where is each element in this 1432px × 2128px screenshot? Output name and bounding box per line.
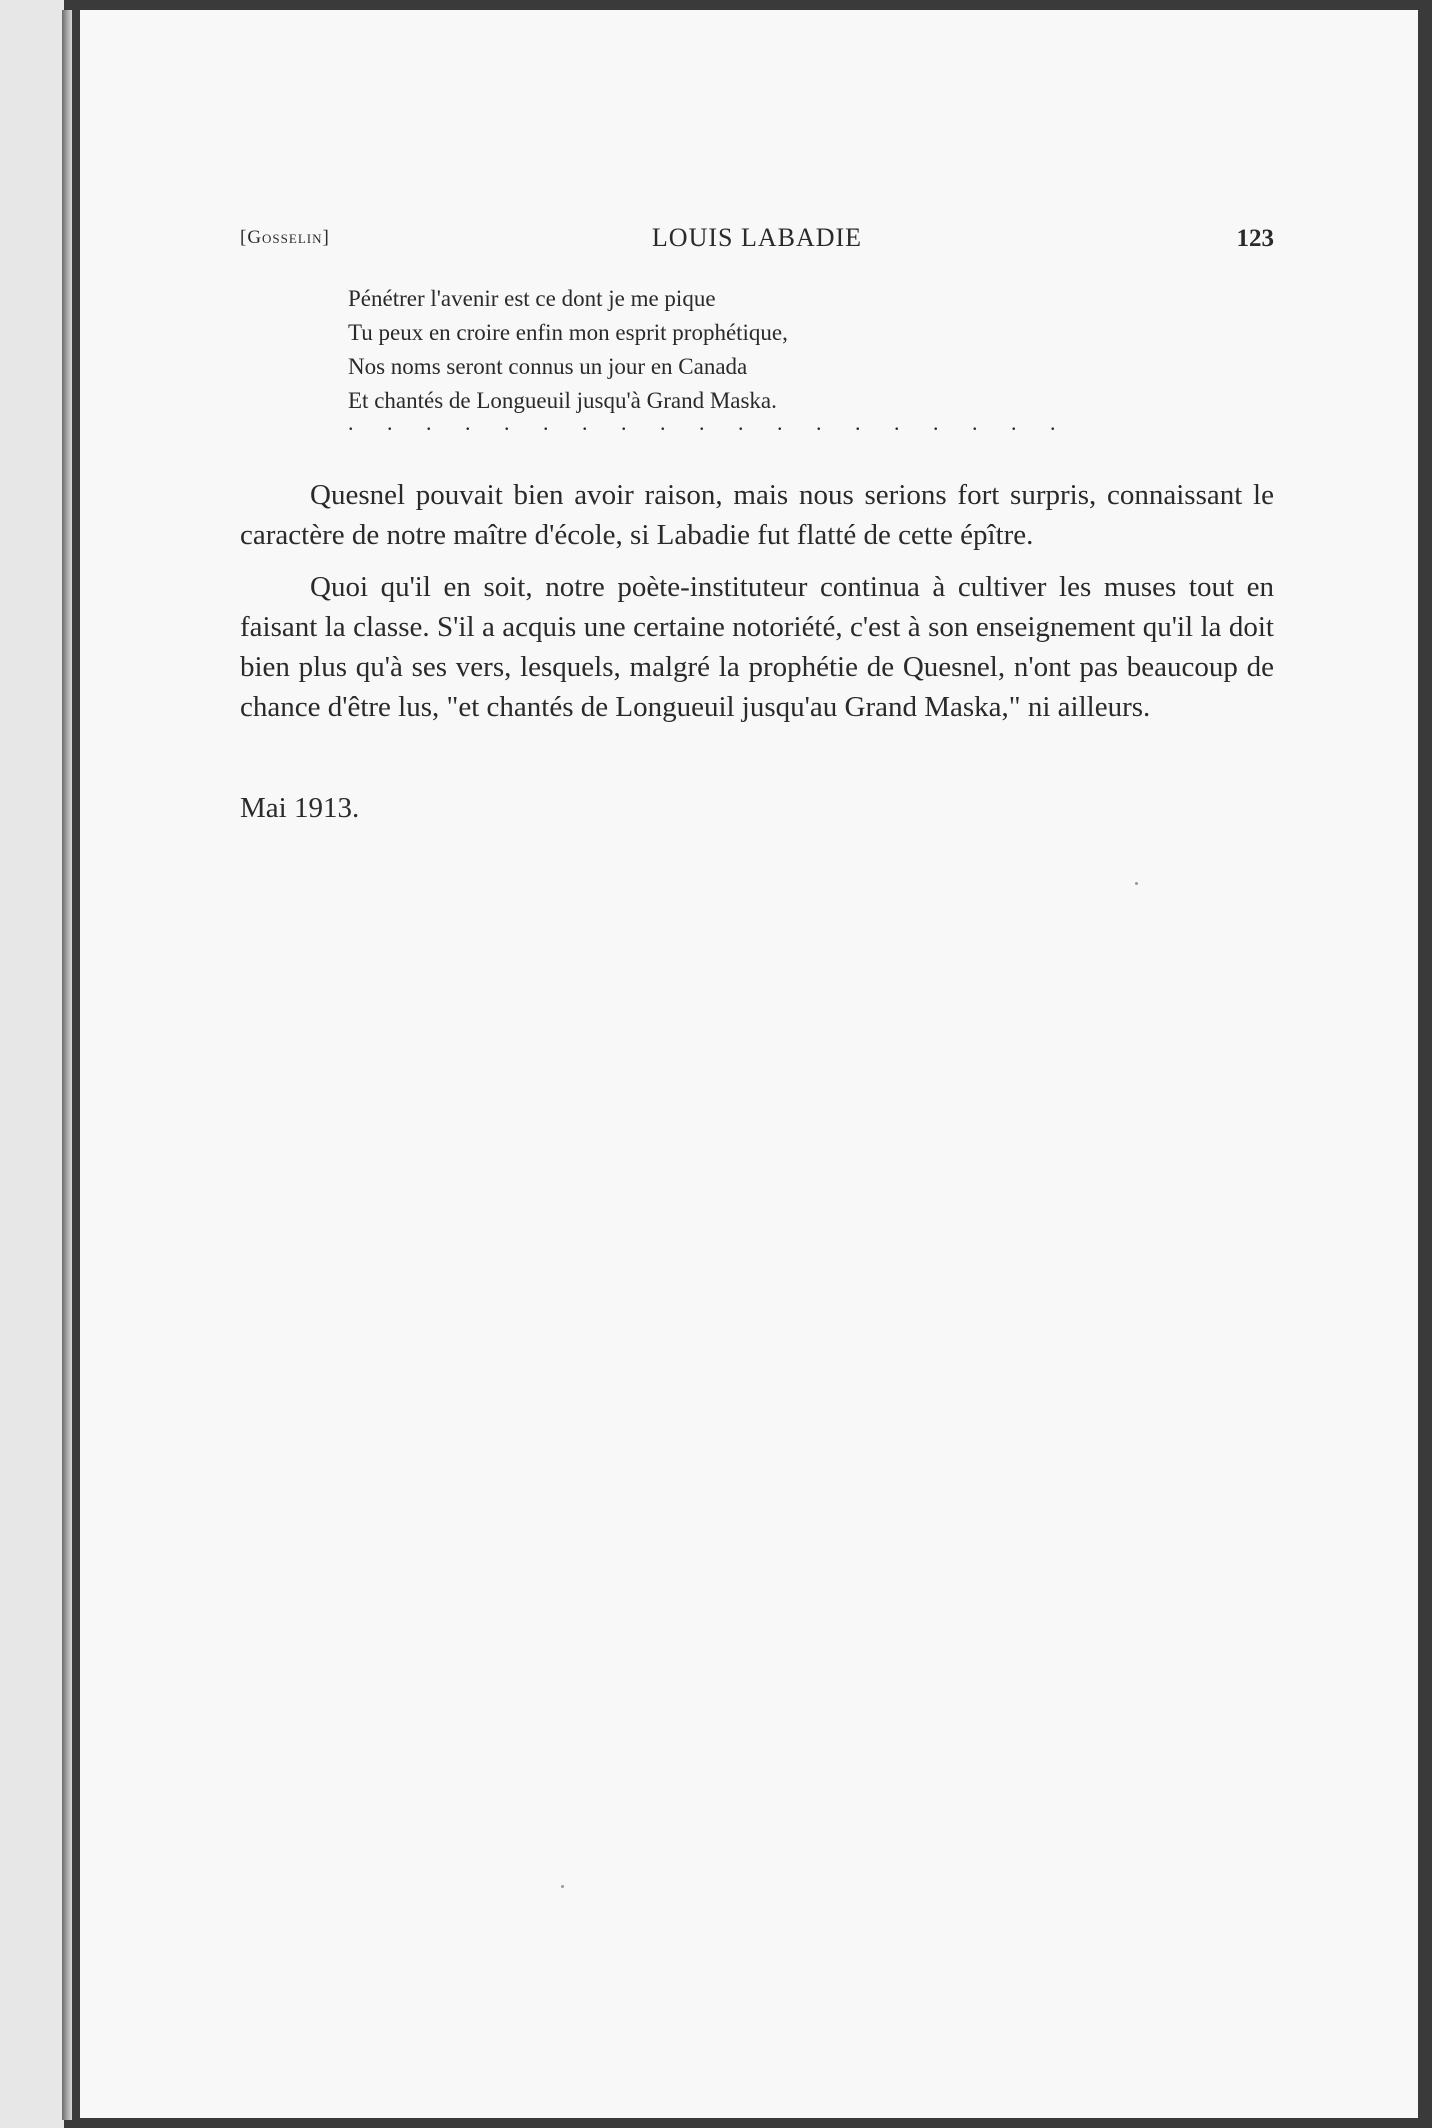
running-head-author: [Gosselin] [240, 227, 330, 248]
paragraph: Quesnel pouvait bien avoir raison, mais nous serions fort surpris, connaissant le caractère de notre maître d'école, si Labadie fut flatté de cette épître. [240, 479, 1274, 551]
book-page [80, 10, 1418, 2118]
page-binding-shadow [62, 10, 72, 2120]
running-head [240, 217, 1274, 257]
verse-line: Et chantés de Longueuil jusqu'à Grand Maska. [348, 388, 777, 413]
running-head-title: LOUIS LABADIE [651, 223, 863, 252]
verse-quotation [348, 282, 1008, 418]
paper-speck [561, 1885, 564, 1888]
verse-line: Tu peux en croire enfin mon esprit prophétique, [348, 320, 788, 345]
closing-date: Mai 1913. [240, 792, 360, 824]
verse-line: Nos noms seront connus un jour en Canada [348, 354, 748, 379]
verse-line: Pénétrer l'avenir est ce dont je me pique [348, 286, 716, 311]
body-text [240, 475, 1274, 739]
paper-speck [1135, 882, 1138, 885]
adjacent-page-edge [0, 0, 64, 2128]
paragraph: Quoi qu'il en soit, notre poète-instituteur continua à cultiver les muses tout en faisant la classe. S'il a acquis une certaine notoriété, c'est à son enseignement qu'il la doit bien plus qu'à ses vers, lesquels, malgré la prophétie de Quesnel, n'ont pas beaucoup de chance d'être lus, "et chantés de Longueuil jusqu'au Grand Maska," ni ailleurs. [240, 571, 1274, 723]
page-number: 123 [1236, 225, 1274, 252]
verse-ellipsis: . . . . . . . . . . . . . . . . . . . [348, 410, 1070, 435]
